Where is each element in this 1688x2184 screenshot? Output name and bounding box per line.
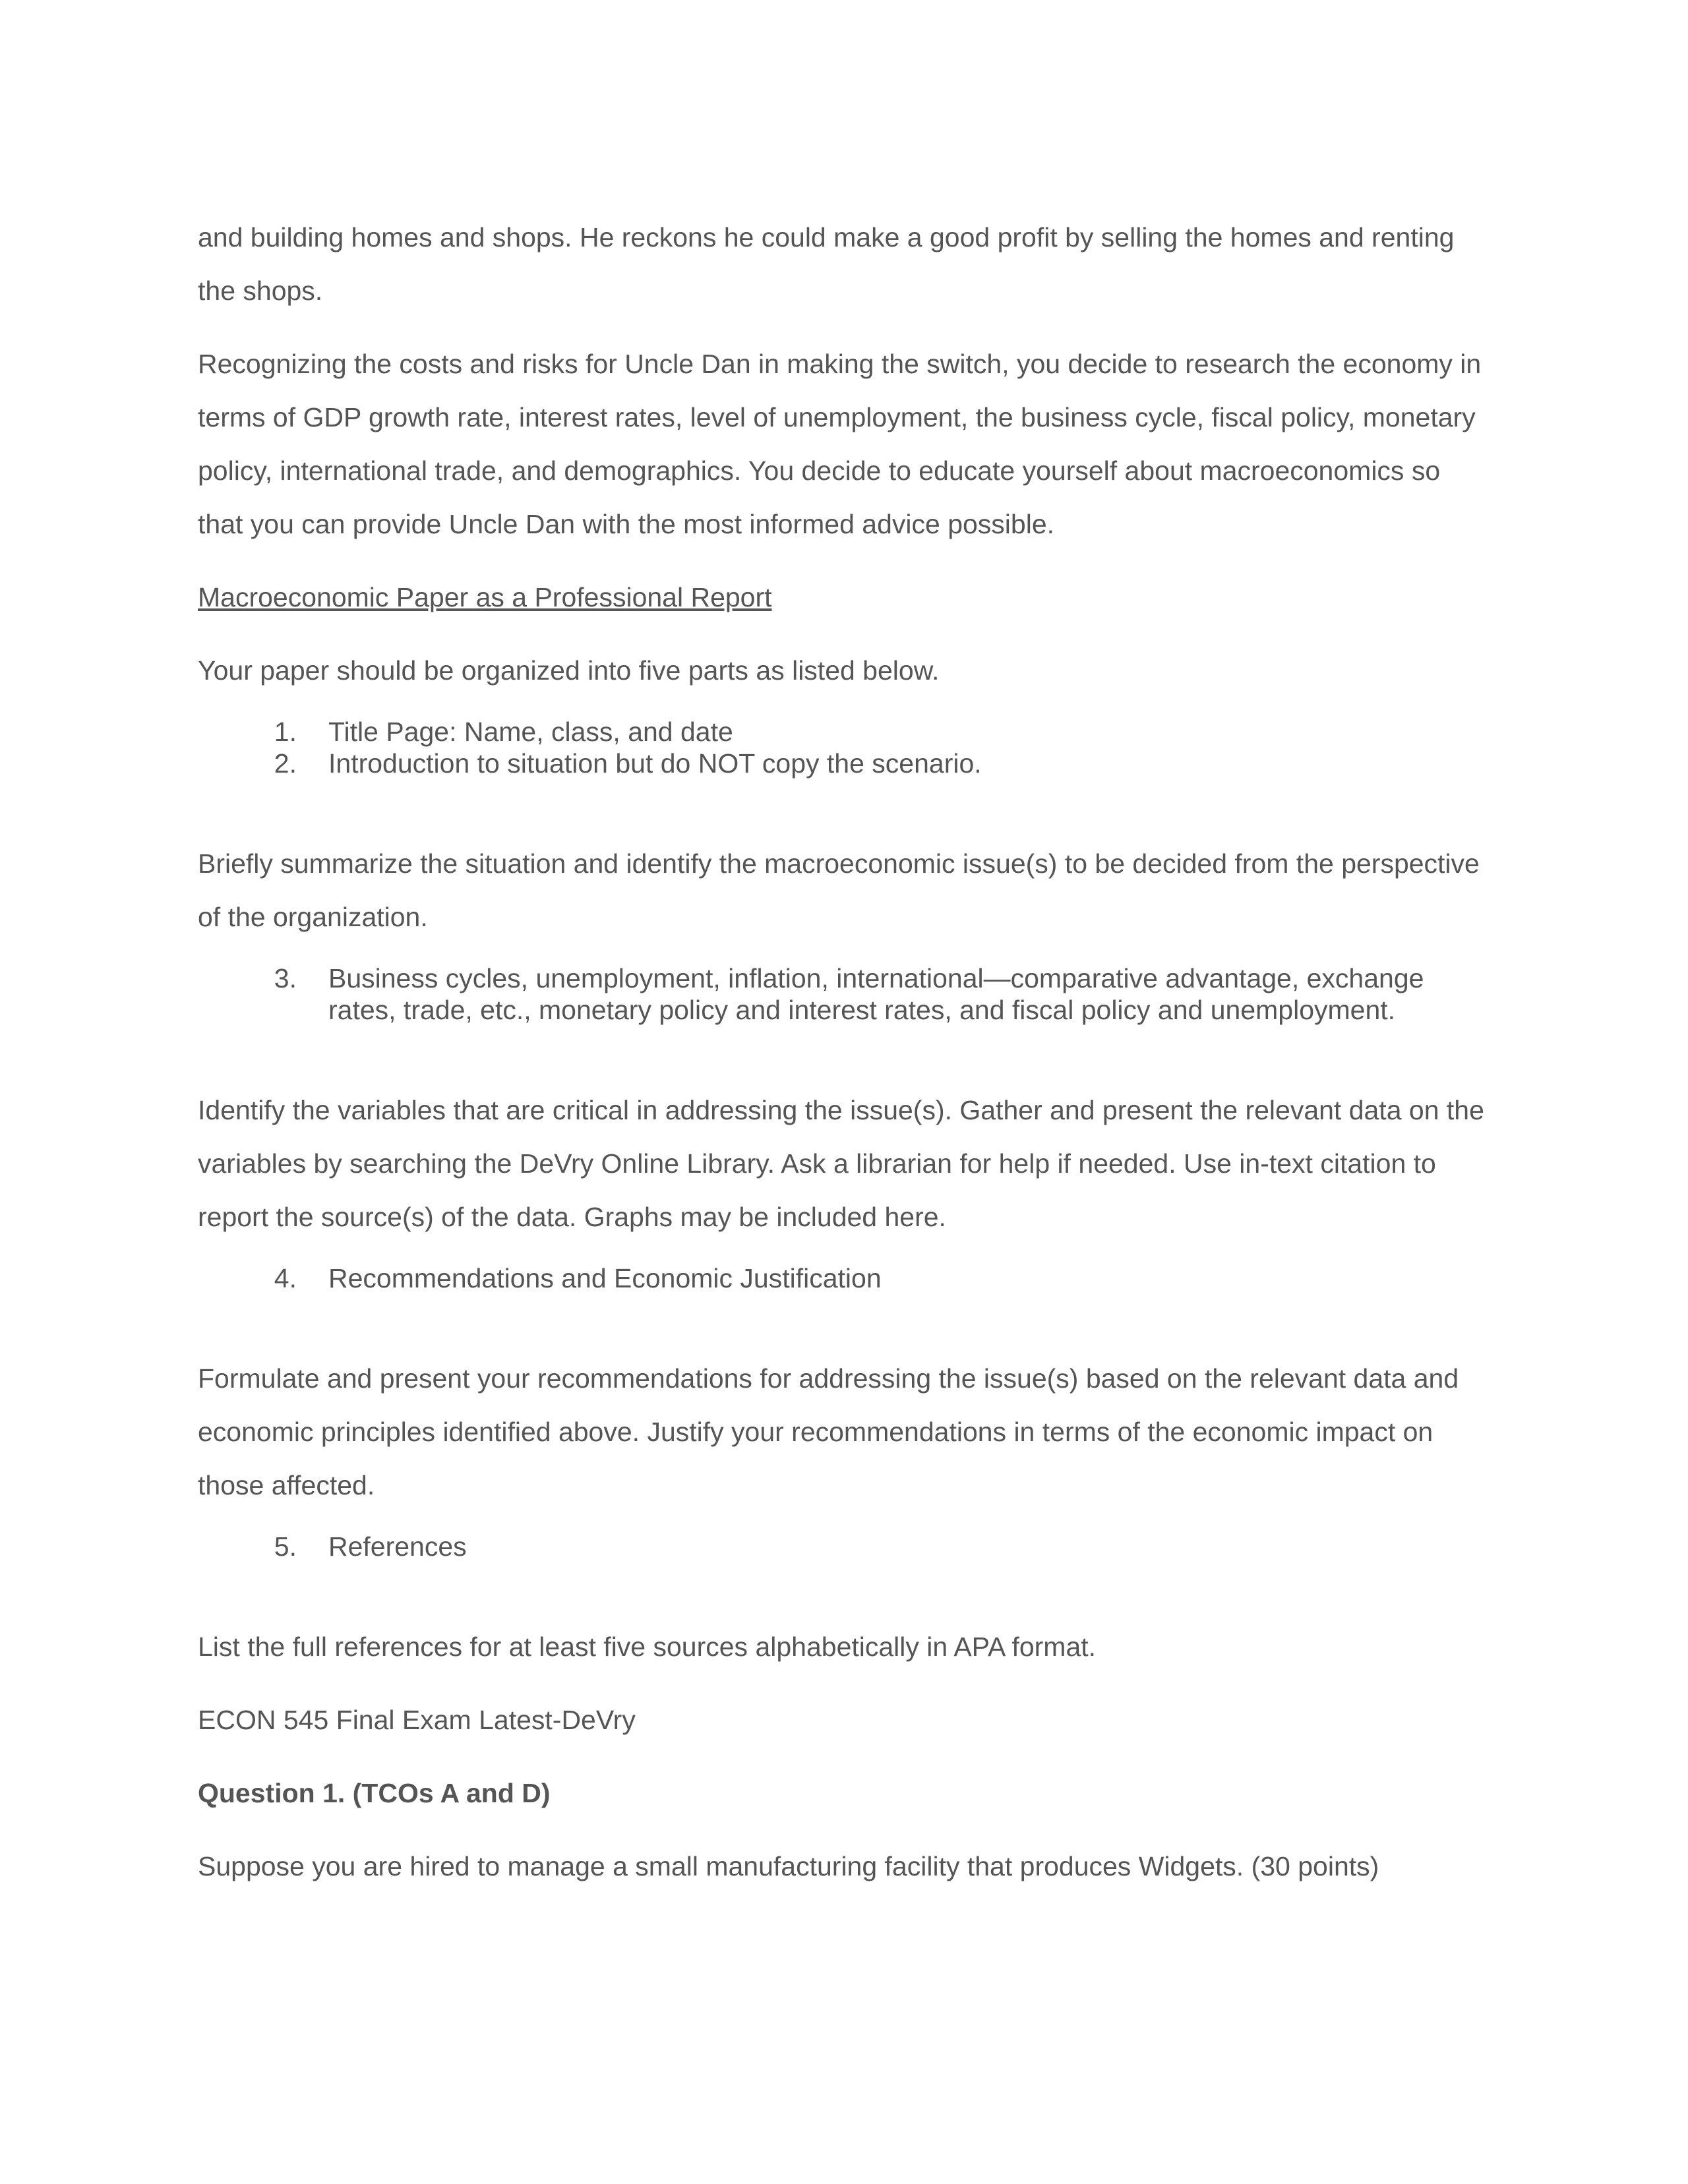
exam-title: ECON 545 Final Exam Latest-DeVry	[198, 1705, 636, 1735]
list-text: References	[328, 1531, 467, 1562]
numbered-list-3	[198, 962, 1490, 1026]
paragraph-references: List the full references for at least five sources alphabetically in APA format.	[198, 1632, 1097, 1662]
list-number: 2.	[274, 748, 297, 779]
numbered-list-1-2	[198, 716, 1490, 779]
paragraph-summarize: Briefly summarize the situation and identify the macroeconomic issue(s) to be decided from the perspective of the organization.	[198, 848, 1480, 932]
paragraph-variables: Identify the variables that are critical in addressing the issue(s). Gather and present the relevant data on the variables by searching the DeVry Online Library. Ask a librarian for help if needed. Use in-text citation to report the source(s) of the data. Graphs may be included here.	[198, 1095, 1484, 1232]
numbered-list-4	[198, 1262, 1490, 1294]
list-item	[198, 1262, 1490, 1294]
list-number: 1.	[274, 717, 297, 747]
list-text: Title Page: Name, class, and date	[328, 717, 733, 747]
list-item	[198, 748, 1490, 779]
paragraph-recommendations: Formulate and present your recommendations for addressing the issue(s) based on the relevant data and economic principles identified above. Justify your recommendations in terms of the economic impact on those affected.	[198, 1363, 1459, 1500]
list-text: Introduction to situation but do NOT copy the scenario.	[328, 748, 982, 779]
list-number: 3.	[274, 963, 297, 993]
list-number: 4.	[274, 1263, 297, 1293]
list-item	[198, 1531, 1490, 1562]
list-text: Business cycles, unemployment, inflation, international—comparative advantage, exchange rates, trade, etc., monetary policy and interest rates, and fiscal policy and unemployment.	[328, 963, 1424, 1025]
paragraph-research: Recognizing the costs and risks for Uncle Dan in making the switch, you decide to research the economy in terms of GDP growth rate, interest rates, level of unemployment, the business cycle, fiscal policy, monetary policy, international trade, and demographics. You decide to educate yourself about macroeconomics so that you can provide Uncle Dan with the most informed advice possible.	[198, 349, 1482, 539]
numbered-list-5	[198, 1531, 1490, 1562]
list-number: 5.	[274, 1531, 297, 1562]
paragraph-organization: Your paper should be organized into five parts as listed below.	[198, 655, 940, 686]
paragraph-continuation: and building homes and shops. He reckons he could make a good profit by selling the homes and renting the shops.	[198, 222, 1455, 306]
document-page	[198, 211, 1490, 1893]
list-item	[198, 716, 1490, 748]
list-text: Recommendations and Economic Justification	[328, 1263, 882, 1293]
list-item	[198, 962, 1490, 1026]
question-text: Suppose you are hired to manage a small manufacturing facility that produces Widgets. (30 points)	[198, 1851, 1379, 1881]
section-heading: Macroeconomic Paper as a Professional Report	[198, 582, 772, 612]
question-heading: Question 1. (TCOs A and D)	[198, 1778, 551, 1808]
